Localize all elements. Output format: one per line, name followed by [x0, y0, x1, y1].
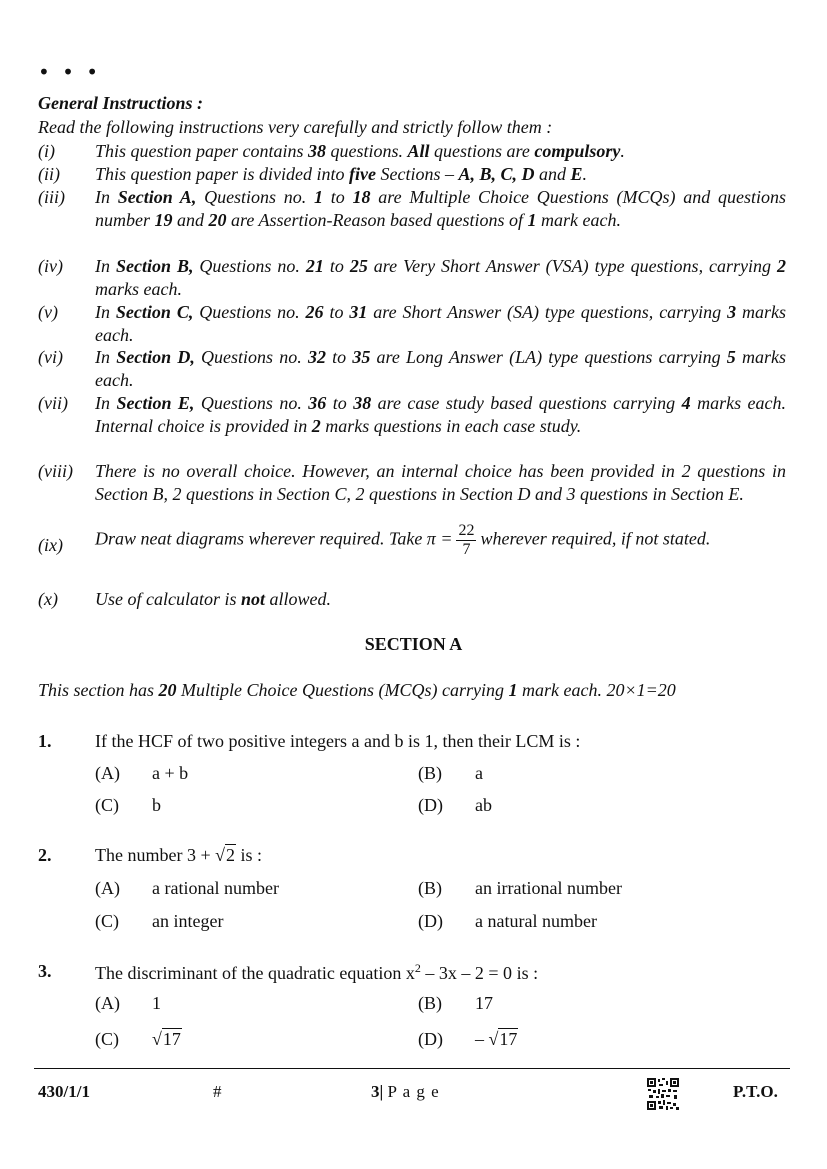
hash-mark: #	[213, 1082, 222, 1101]
general-instructions-title: General Instructions :	[38, 93, 204, 113]
instruction-v: (v) In Section C, Questions no. 26 to 31 are Short Answer (SA) type questions, carrying 3 marks each.	[38, 302, 786, 345]
qr-code-icon	[647, 1078, 679, 1110]
general-instructions-intro: Read the following instructions very carefully and strictly follow them :	[38, 117, 553, 137]
option-b: (B) an irrational number	[418, 878, 622, 898]
page-number: 3| P a g e	[371, 1082, 440, 1101]
instruction-number: (vi)	[38, 347, 63, 367]
header-dots: • • •	[38, 60, 102, 84]
section-heading: SECTION A	[364, 634, 463, 654]
option-d: (D) – √17	[418, 1029, 518, 1049]
option-c: (C) an integer	[95, 911, 224, 931]
section-intro: This section has 20 Multiple Choice Questions (MCQs) carrying 1 mark each. 20×1=20	[38, 680, 676, 700]
instruction-viii: (viii) There is no overall choice. However, an internal choice has been provided in 2 questions in Section B, 2 questions in Section C, 2 questions in Section D and 3 questions in Section E.	[38, 461, 786, 504]
instruction-vi: (vi) In Section D, Questions no. 32 to 35 are Long Answer (LA) type questions carrying 5 marks each.	[38, 347, 786, 390]
instruction-iii: (iii) In Section A, Questions no. 1 to 18 are Multiple Choice Questions (MCQs) and questions number 19 and 20 are Assertion-Reason based questions of 1 mark each.	[38, 187, 786, 230]
option-c: (C) b	[95, 795, 161, 815]
option-c: (C) √17	[95, 1029, 181, 1049]
instruction-x: (x) Use of calculator is not allowed.	[38, 589, 332, 609]
question-text: The discriminant of the quadratic equation $x^2 - 3x - 2 = 0$ is :	[95, 961, 539, 983]
sqrt-expression: √17	[488, 1029, 518, 1049]
option-b: (B) a	[418, 763, 483, 783]
question-text: The number 3 + √2 is :	[95, 845, 263, 865]
instruction-vii: (vii) In Section E, Questions no. 36 to 38 are case study based questions carrying 4 marks each. Internal choice is provided in 2 marks questions in each case study.	[38, 393, 786, 436]
instruction-number: (ix)	[38, 535, 63, 555]
sqrt-expression: √2	[215, 845, 236, 865]
question-number: 2.	[38, 845, 52, 865]
option-b: (B) 17	[418, 993, 493, 1013]
instruction-number: (x)	[38, 589, 58, 609]
footer-divider	[34, 1068, 790, 1069]
paper-code: 430/1/1	[38, 1082, 90, 1101]
sqrt-expression: √17	[152, 1029, 181, 1049]
option-a: (A) a + b	[95, 763, 189, 783]
option-d: (D) a natural number	[418, 911, 597, 931]
instruction-number: (viii)	[38, 461, 73, 481]
instruction-i: (i) This question paper contains 38 questions. All questions are compulsory.	[38, 141, 625, 161]
question-text: If the HCF of two positive integers a and b is 1, then their LCM is :	[95, 731, 581, 751]
quadratic-equation: $x^2 - 3x - 2 = 0$	[405, 961, 513, 983]
option-a: (A) a rational number	[95, 878, 279, 898]
instruction-number: (ii)	[38, 164, 60, 184]
option-d: (D) ab	[418, 795, 492, 815]
option-a: (A) 1	[95, 993, 161, 1013]
question-number: 3.	[38, 961, 52, 981]
pto-label: P.T.O.	[733, 1082, 778, 1101]
instruction-number: (i)	[38, 141, 55, 161]
instruction-ii: (ii) This question paper is divided into five Sections – A, B, C, D and E.	[38, 164, 588, 184]
instruction-number: (iv)	[38, 256, 63, 276]
instruction-number: (iii)	[38, 187, 65, 207]
instruction-ix: (ix) Draw neat diagrams wherever required. Take π = $\frac{22}{7}$ wherever required, if not stated.	[38, 522, 711, 558]
pi-fraction: $\frac{22}{7}$	[458, 522, 475, 558]
instruction-number: (v)	[38, 302, 58, 322]
instruction-iv: (iv) In Section B, Questions no. 21 to 25 are Very Short Answer (VSA) type questions, carrying 2 marks each.	[38, 256, 786, 299]
question-number: 1.	[38, 731, 52, 751]
instruction-number: (vii)	[38, 393, 68, 413]
